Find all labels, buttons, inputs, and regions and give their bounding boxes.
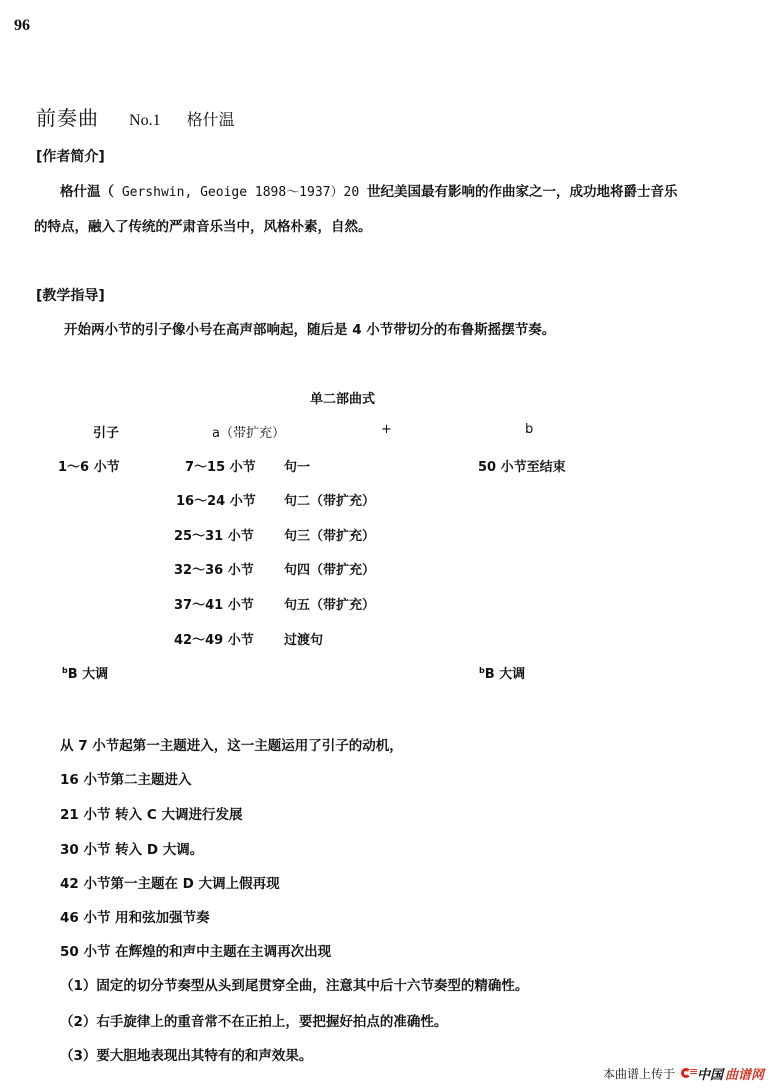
teaching-intro: 开始两小节的引子像小号在高声部响起，随后是 4 小节带切分的布鲁斯摇摆节奏。 (64, 322, 556, 338)
composer-name: 格什温 (186, 110, 235, 129)
a-row-phrase: 句四（带扩充） (284, 563, 376, 578)
page-title (36, 102, 235, 131)
analysis-line: 21 小节 转入 C 大调进行发展 (60, 807, 243, 823)
a-row-phrase: 句三（带扩充） (284, 529, 376, 544)
a-row-phrase: 句一 (284, 460, 311, 475)
author-intro-latin: Gershwin, Geoige 1898～1937）20 (114, 185, 367, 200)
piece-title: 前奏曲 (36, 106, 99, 130)
a-row-bars: 37～41 小节 (174, 598, 254, 613)
logo-text-b: 曲谱网 (724, 1068, 764, 1083)
teaching-heading: [教学指导] (36, 288, 105, 304)
analysis-line: 16 小节第二主题进入 (60, 772, 192, 788)
footer-watermark (603, 1064, 764, 1083)
key-right: $^b$B 大调 (479, 666, 526, 682)
piece-number: No.1 (129, 112, 161, 129)
logo-icon (681, 1068, 695, 1080)
a-row-bars: 32～36 小节 (174, 563, 254, 578)
author-intro-line-2: 的特点，融入了传统的严肃音乐当中，风格朴素，自然。 (34, 219, 372, 235)
note-item: （3）要大胆地表现出其特有的和声效果。 (60, 1048, 313, 1064)
key-left: $^b$B 大调 (62, 666, 109, 682)
note-item: （2）右手旋律上的重音常不在正拍上，要把握好拍点的准确性。 (60, 1014, 448, 1030)
logo-text-a: 中国 (696, 1068, 723, 1083)
a-row-phrase: 句五（带扩充） (284, 598, 376, 613)
a-row-phrase: 过渡句 (284, 633, 324, 648)
b-bars: 50 小节至结束 (478, 460, 566, 475)
header-b: b (525, 422, 534, 437)
a-row-bars: 25～31 小节 (174, 529, 254, 544)
flat-sign: b (62, 666, 68, 675)
a-row-phrase: 句二（带扩充） (284, 494, 376, 509)
flat-sign: b (479, 666, 485, 675)
page-number: 96 (14, 17, 30, 34)
upload-text: 本曲谱上传于 (602, 1067, 675, 1081)
author-intro-heading: [作者简介] (36, 149, 105, 165)
author-intro-line-1 (60, 180, 677, 200)
note-item: （1）固定的切分节奏型从头到尾贯穿全曲，注意其中后十六节奏型的精确性。 (60, 978, 529, 994)
author-intro-prefix: 格什温（ (60, 184, 114, 200)
author-intro-suffix: 世纪美国最有影响的作曲家之一，成功地将爵士音乐 (366, 184, 678, 200)
analysis-line: 42 小节第一主题在 D 大调上假再现 (60, 876, 280, 892)
a-row-bars: 42～49 小节 (174, 633, 254, 648)
analysis-line: 从 7 小节起第一主题进入，这一主题运用了引子的动机， (60, 738, 403, 754)
site-logo[interactable] (681, 1064, 764, 1083)
analysis-line: 30 小节 转入 D 大调。 (60, 842, 204, 858)
header-plus: + (381, 422, 392, 437)
a-row-bars: 7～15 小节 (185, 460, 256, 475)
intro-bars: 1～6 小节 (58, 460, 120, 475)
header-a: a（带扩充） (212, 426, 285, 441)
analysis-line: 46 小节 用和弦加强节奏 (60, 910, 210, 926)
analysis-line: 50 小节 在辉煌的和声中主题在主调再次出现 (60, 944, 332, 960)
header-intro: 引子 (93, 426, 120, 441)
a-row-bars: 16～24 小节 (176, 494, 256, 509)
form-title: 单二部曲式 (310, 392, 376, 407)
